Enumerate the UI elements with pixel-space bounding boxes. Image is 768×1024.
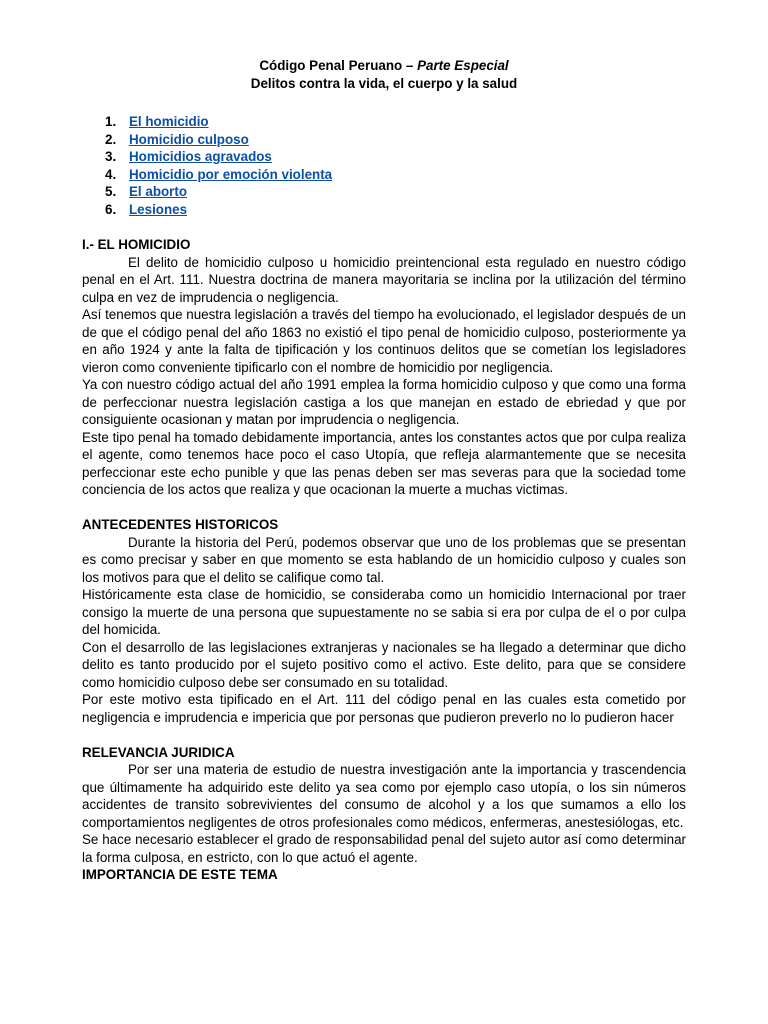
paragraph: Por este motivo esta tipificado en el Art. 111 del código penal en las cuales esta cometido por negligencia e imprudencia e impericia que por personas que pudieron preverlo no lo pudieron hacer <box>82 692 686 725</box>
toc-number: 5. <box>105 184 117 199</box>
toc-link-emocion-violenta[interactable]: Homicidio por emoción violenta <box>129 166 333 182</box>
paragraph: Durante la historia del Perú, podemos observar que uno de los problemas que se presentan es como precisar y saber en que momento se esta hablando de un homicidio culposo y cuales son los motivos para que el delito se califique como tal. <box>82 534 686 585</box>
toc-link-lesiones[interactable]: Lesiones <box>129 201 188 217</box>
document-subtitle: Delitos contra la vida, el cuerpo y la salud <box>250 75 518 91</box>
toc-link-aborto[interactable]: El aborto <box>129 184 188 199</box>
paragraph: Por ser una materia de estudio de nuestra investigación ante la importancia y trascendencia que últimamente ha adquirido este delito ya sea como por ejemplo caso utopía, o los sin números accidentes de transito sobrevivientes del consumo de alcohol y a los que sumamos a ello los comportamientos negligentes de otros profesionales como médicos, enfermeras, anestesiólogas, etc. <box>82 762 686 830</box>
toc-number: 1. <box>105 114 117 129</box>
toc-item <box>82 113 686 131</box>
toc-number: 2. <box>105 131 117 147</box>
toc-number: 4. <box>105 166 117 182</box>
toc-link-homicidio[interactable]: El homicidio <box>129 114 209 129</box>
document-title <box>82 57 686 75</box>
paragraph: Así tenemos que nuestra legislación a través del tiempo ha evolucionado, el legislador después de un de que el código penal del año 1863 no existió el tipo penal de homicidio culposo, posteriormente ya en año 1924 y ante la falta de tipificación y los continuos delitos que se cometían los legisladores vieron como conveniente tipificarlo con el nombre de homicidio por negligencia. <box>82 307 686 375</box>
toc-item <box>82 166 686 184</box>
title-main: Código Penal Peruano – <box>259 58 418 73</box>
toc-item <box>82 148 686 166</box>
toc-item <box>82 183 686 201</box>
toc-link-homicidio-culposo[interactable]: Homicidio culposo <box>129 131 249 147</box>
title-emphasis: Parte Especial <box>417 58 509 73</box>
paragraph: Ya con nuestro código actual del año 1991 emplea la forma homicidio culposo y que como una forma de perfeccionar nuestra legislación castiga a los que manejan en estado de ebriedad y que por consiguiente ocasionan y matan por imprudencia o negligencia. <box>82 377 686 427</box>
toc-item <box>82 201 686 219</box>
toc-number: 3. <box>105 149 117 164</box>
paragraph: Históricamente esta clase de homicidio, se consideraba como un homicidio Internacional por traer consigo la muerte de una persona que supuestamente no se sabia si era por culpa de el o por culpa del homicida. <box>82 587 686 637</box>
paragraph: El delito de homicidio culposo u homicidio preintencional esta regulado en nuestro código penal en el Art. 111. Nuestra doctrina de manera mayoritaria se inclina por la utilización del término culpa en vez de imprudencia o negligencia. <box>82 254 686 305</box>
section-heading-antecedentes: ANTECEDENTES HISTORICOS <box>82 517 279 532</box>
paragraph: Se hace necesario establecer el grado de responsabilidad penal del sujeto autor así como determinar la forma culposa, en estricto, con lo que actuó el agente. <box>82 832 686 865</box>
table-of-contents <box>82 113 686 218</box>
spacer <box>82 726 686 744</box>
toc-number: 6. <box>105 201 117 217</box>
spacer <box>82 499 686 517</box>
section-heading-relevancia: RELEVANCIA JURIDICA <box>82 744 235 760</box>
paragraph: Este tipo penal ha tomado debidamente importancia, antes los constantes actos que por culpa realiza el agente, como tenemos hace poco el caso Utopía, que refleja alarmantemente que se necesita perfeccionar este echo punible y que las penas deben ser mas severas para que la sociedad tome conciencia de los actos que realiza y que ocacionan la muerte a muchas victimas. <box>82 429 686 497</box>
toc-item <box>82 131 686 149</box>
section-heading-homicidio: I.- EL HOMICIDIO <box>82 237 191 252</box>
document-body <box>82 57 686 884</box>
paragraph: Con el desarrollo de las legislaciones extranjeras y nacionales se ha llegado a determinar que dicho delito es tanto producido por el sujeto positivo como el activo. Este delito, para que se considere como homicidio culposo debe ser consumado en su totalidad. <box>82 639 686 690</box>
section-heading-importancia: IMPORTANCIA DE ESTE TEMA <box>82 867 278 882</box>
toc-link-homicidios-agravados[interactable]: Homicidios agravados <box>129 149 272 164</box>
